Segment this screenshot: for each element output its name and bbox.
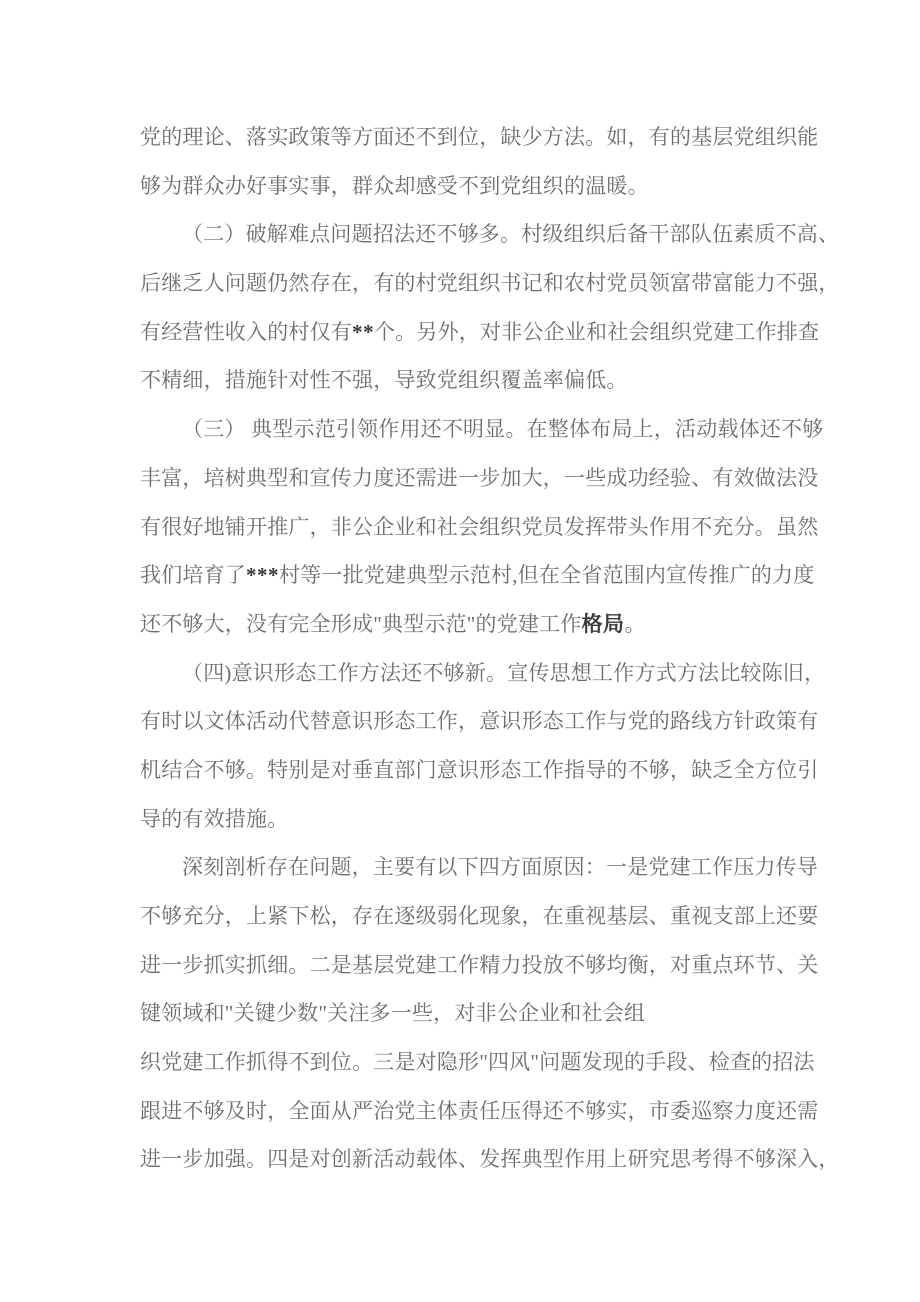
body-text-run: （二）破解难点问题招法还不够多。村级组织后备干部队伍素质不高、	[182, 222, 840, 247]
text-line	[140, 454, 819, 503]
text-line	[140, 746, 819, 795]
text-line	[140, 697, 819, 746]
text-line	[140, 551, 815, 600]
body-text-run: 村等一批党建典型示范村,但在全省范围内宣传推广的力度	[279, 563, 815, 588]
body-text-run: 进一步加强。四是对创新活动载体、发挥典型作用上研究思考得不够深入，	[140, 1147, 840, 1172]
text-line	[140, 162, 800, 211]
text-line	[140, 210, 840, 259]
body-text-run: 键领域和"关键少数"关注多一些，对非公企业和社会组	[140, 1001, 646, 1026]
body-text-run: 不精细，措施针对性不强，导致党组织覆盖率偏低。	[140, 368, 628, 393]
body-text-run: 还不够大，没有完全形成"典型示范"的党建工作	[140, 611, 582, 636]
text-line	[140, 503, 819, 552]
body-text-run: 够为群众办好事实事，群众却感受不到党组织的温暖。	[140, 173, 649, 198]
text-line	[140, 1038, 815, 1087]
body-text-run: 丰富，培树典型和宣传力度还需进一步加大，一些成功经验、有效做法没	[140, 465, 819, 490]
text-line	[140, 405, 824, 454]
text-line	[140, 649, 826, 698]
body-text-run: 后继乏人问题仍然存在，有的村党组织书记和农村党员领富带富能力不强，	[140, 271, 840, 296]
body-text-run: 织党建工作抓得不到位。三是对隐形"四风"问题发现的手段、检查的招法	[140, 1050, 815, 1075]
body-text-run: 我们培育了	[140, 563, 246, 588]
body-text-run: 党的理论、落实政策等方面还不到位，缺少方法。如，有的基层党组织能	[140, 125, 819, 149]
body-text-run: （四)意识形态工作方法还不够新。宣传思想工作方式方法比较陈旧，	[182, 660, 826, 685]
text-line	[140, 113, 819, 162]
text-line	[140, 356, 800, 405]
body-text-run: 不够充分，上紧下松，存在逐级弱化现象，在重视基层、重视支部上还要	[140, 904, 819, 928]
emphasis-text-run: **	[352, 319, 374, 344]
body-text-run: 深刻剖析存在问题，主要有以下四方面原因：一是党建工作压力传导	[182, 855, 818, 880]
text-line	[140, 989, 800, 1038]
text-line	[140, 795, 800, 844]
body-text-run: 跟进不够及时，全面从严治党主体责任压得还不够实，市委巡察力度还需	[140, 1098, 819, 1123]
text-line	[140, 308, 820, 357]
body-text-run: 有很好地铺开推广，非公企业和社会组织党员发挥带头作用不充分。虽然	[140, 514, 819, 539]
body-text-run: 导的有效措施。	[140, 806, 289, 831]
document-text-block	[140, 113, 840, 1184]
body-text-run: 有时以文体活动代替意识形态工作，意识形态工作与党的路线方针政策有	[140, 709, 819, 734]
body-text-run: 机结合不够。特别是对垂直部门意识形态工作指导的不够，缺乏全方位引	[140, 757, 819, 782]
text-line	[140, 941, 819, 990]
text-line	[140, 259, 840, 308]
emphasis-text-run: ***	[246, 563, 279, 588]
body-text-run: 有经营性收入的村仅有	[140, 319, 352, 344]
text-line	[140, 1135, 840, 1184]
text-line	[140, 843, 818, 892]
body-text-run: 个。另外，对非公企业和社会组织党建工作排查	[374, 319, 820, 344]
emphasis-text-run: 格局	[581, 611, 625, 636]
text-line	[140, 600, 800, 649]
body-text-run: （三） 典型示范引领作用还不明显。在整体布局上，活动载体还不够	[182, 417, 824, 442]
text-line	[140, 1087, 819, 1136]
text-line	[140, 892, 819, 941]
body-text-run: 。	[624, 611, 646, 636]
body-text-run: 进一步抓实抓细。二是基层党建工作精力投放不够均衡，对重点环节、关	[140, 952, 819, 977]
